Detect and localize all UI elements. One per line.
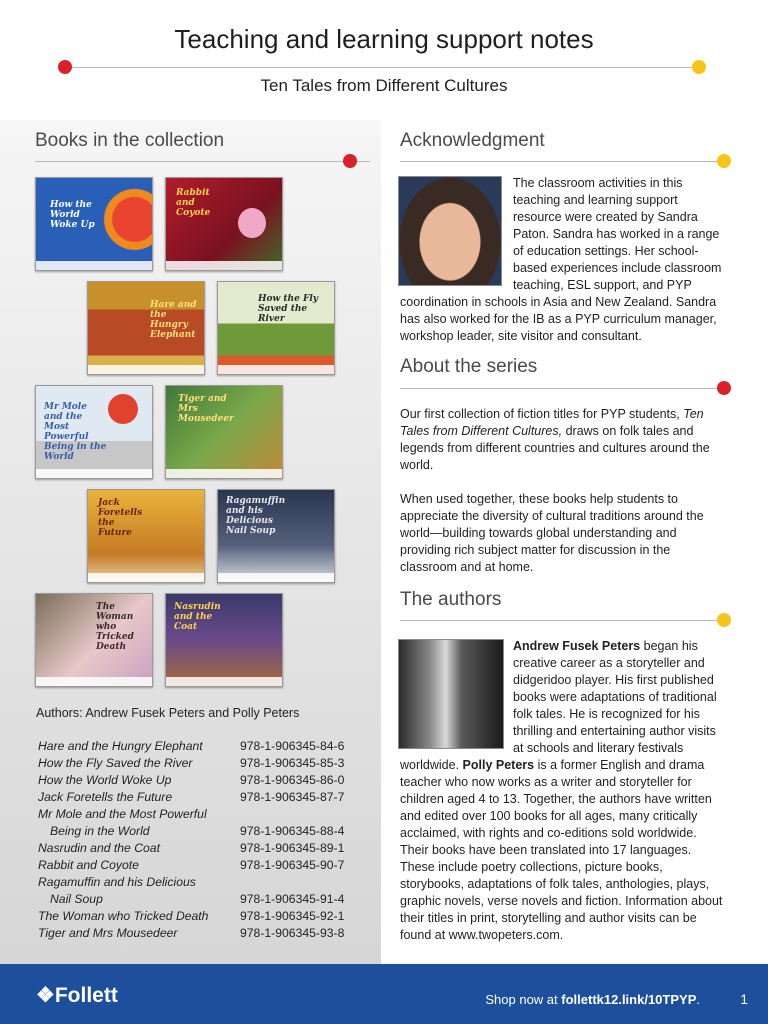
list-item: How the Fly Saved the River 978-1-906345-85-3 — [38, 756, 345, 770]
photo-spacer — [400, 638, 513, 748]
book-cover[interactable] — [35, 385, 153, 479]
book-cover[interactable] — [165, 593, 283, 687]
page-subtitle: Ten Tales from Different Cultures — [260, 76, 508, 95]
list-item: Rabbit and Coyote 978-1-906345-90-7 — [38, 858, 345, 872]
book-cover-title: Tiger and Mrs Mousedeer — [178, 394, 234, 424]
cover-footer — [36, 261, 152, 270]
yellow-dot — [692, 60, 706, 74]
page-number: 1 — [740, 991, 748, 1007]
cover-footer — [36, 677, 152, 686]
book-cover[interactable] — [165, 385, 283, 479]
about-rule — [400, 388, 722, 389]
book-cover[interactable] — [87, 281, 205, 375]
book-cover[interactable] — [165, 177, 283, 271]
book-cover-title: The Woman who Tricked Death — [96, 602, 134, 652]
acknowledgment-text: The classroom activities in this teaching and learning support resource were created by Sandra Paton. Sandra has worked in a range of education settings. Her school-based experiences include classroom teaching, ESL support, and PYP coordination in schools in Asia and New Zealand. Sandra has also worked for the IB as a PYP curriculum manager, workshop leader, site visitor and consultant. — [400, 176, 722, 343]
book-cover[interactable] — [35, 593, 153, 687]
page-title: Teaching and learning support notes — [174, 24, 594, 54]
book-cover-title: Ragamuffin and his Delicious Nail Soup — [226, 496, 286, 536]
list-item: Nail Soup 978-1-906345-91-4 — [50, 892, 345, 906]
list-item: Hare and the Hungry Elephant 978-1-906345-84-6 — [38, 739, 345, 753]
books-heading: Books in the collection — [35, 130, 225, 151]
red-dot — [58, 60, 72, 74]
authors-heading: The authors — [400, 589, 502, 610]
book-cover[interactable] — [217, 489, 335, 583]
shop-link[interactable]: Shop now at follettk12.link/10TPYP. — [485, 992, 700, 1007]
footer-bar — [0, 964, 768, 1024]
follett-logo[interactable]: ❖Follett — [36, 984, 118, 1007]
yellow-dot — [717, 154, 731, 168]
book-cover-title: How the World Woke Up — [50, 200, 95, 230]
about-heading: About the series — [400, 356, 538, 377]
cover-footer — [88, 573, 204, 582]
list-item: Nasrudin and the Coat 978-1-906345-89-1 — [38, 841, 345, 855]
list-item: The Woman who Tricked Death 978-1-906345-92-1 — [38, 909, 345, 923]
red-dot — [343, 154, 357, 168]
isbn-list — [38, 738, 358, 942]
book-cover[interactable] — [217, 281, 335, 375]
photo-spacer — [400, 175, 513, 285]
acknowledgment-heading: Acknowledgment — [400, 130, 545, 151]
cover-footer — [36, 469, 152, 478]
authors-line: Authors: Andrew Fusek Peters and Polly Peters — [36, 706, 300, 720]
book-cover-title: Jack Foretells the Future — [98, 498, 143, 538]
cover-footer — [166, 261, 282, 270]
book-cover[interactable] — [35, 177, 153, 271]
book-cover-title: How the Fly Saved the River — [258, 294, 318, 324]
book-cover-title: Nasrudin and the Coat — [174, 602, 221, 632]
rabbit-illustration — [238, 208, 266, 238]
sun-illustration — [108, 394, 138, 424]
list-item: Tiger and Mrs Mousedeer 978-1-906345-93-8 — [38, 926, 345, 940]
book-cover-title: Hare and the Hungry Elephant — [150, 300, 197, 340]
list-item: Ragamuffin and his Delicious — [38, 875, 196, 889]
list-item: Mr Mole and the Most Powerful — [38, 807, 207, 821]
red-dot — [717, 381, 731, 395]
authors-text: Andrew Fusek Peters began his creative career as a storyteller and didgeridoo player. His first published books were adaptations of traditional folk tales. He is recognized for his thrilling and entertaining author visits at schools and literary festivals worldwide. Polly Peters is a former English and drama teacher who now works as a writer and storyteller for children aged 4 to 13. Together, the authors have written and edited over 100 books for all ages, many critically acclaimed, with rights and co-editions sold worldwide. Their books have been translated into 17 languages. These include poetry collections, picture books, storybooks, adaptations of folk tales, anthologies, plays, graphic novels, verse novels and fiction. Information about their titles in print, storytelling and author visits can be found at www.twopeters.com. — [400, 639, 723, 942]
authors-rule — [400, 620, 722, 621]
title-rule — [66, 67, 698, 68]
acknowledgment-rule — [400, 161, 722, 162]
cover-footer — [218, 365, 334, 374]
flame-icon: ❖ — [36, 984, 55, 1007]
cover-footer — [88, 365, 204, 374]
yellow-dot — [717, 613, 731, 627]
about-paragraph-2: When used together, these books help students to appreciate the diversity of cultural traditions around the world—building towards global understanding and providing rich subject matter for discussion in the classroom and at home. — [400, 492, 704, 574]
cover-footer — [218, 573, 334, 582]
list-item: Being in the World 978-1-906345-88-4 — [50, 824, 345, 838]
book-cover[interactable] — [87, 489, 205, 583]
cover-footer — [166, 677, 282, 686]
cover-footer — [166, 469, 282, 478]
list-item: Jack Foretells the Future 978-1-906345-87-7 — [38, 790, 345, 804]
about-paragraph-1: Our first collection of fiction titles for PYP students, Ten Tales from Different Cultures, draws on folk tales and legends from different countries and cultures around the world. — [400, 407, 710, 472]
books-rule — [35, 161, 370, 162]
list-item: How the World Woke Up 978-1-906345-86-0 — [38, 773, 345, 787]
book-cover-title: Rabbit and Coyote — [176, 188, 211, 218]
book-cover-title: Mr Mole and the Most Powerful Being in the World — [44, 402, 107, 462]
